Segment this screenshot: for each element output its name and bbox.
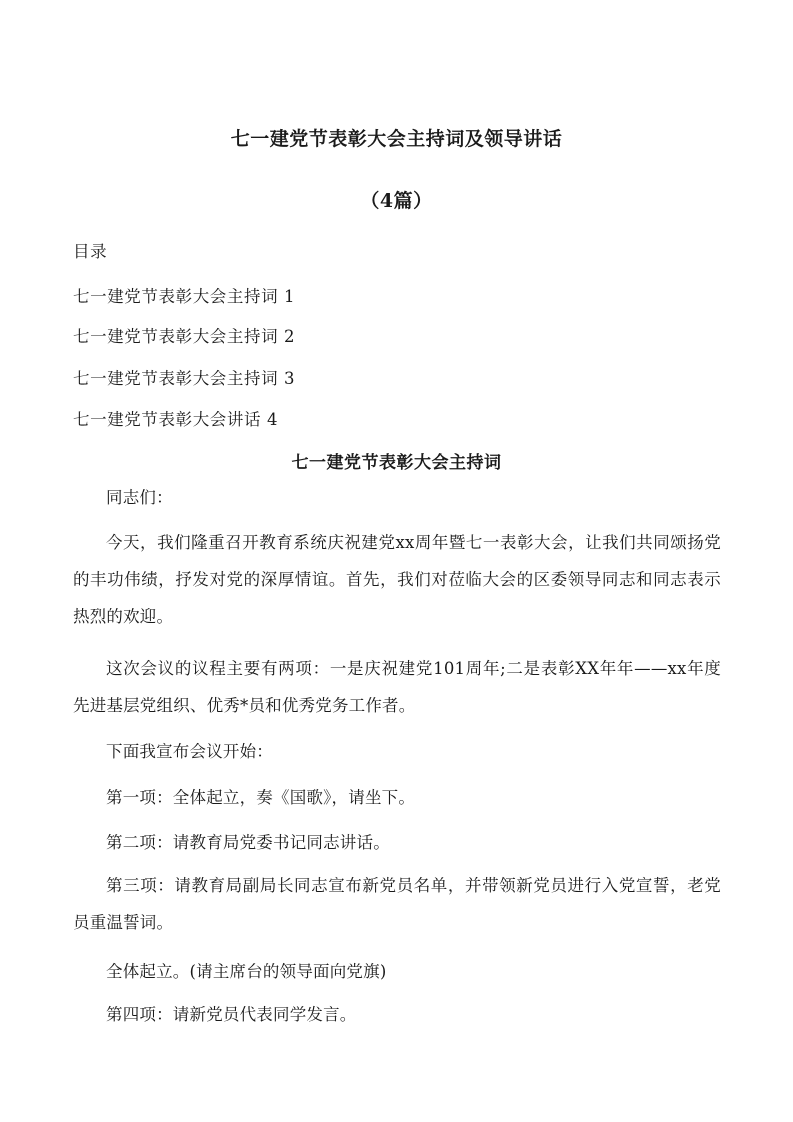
paragraph: 下面我宣布会议开始： bbox=[106, 742, 273, 761]
paragraph: 第二项：请教育局党委书记同志讲话。 bbox=[106, 833, 390, 852]
toc-item: 七一建党节表彰大会主持词 1 bbox=[73, 287, 296, 306]
paragraph: 第三项：请教育局副局长同志宣布新党员名单，并带领新党员进行入党宣誓，老党员重温誓词。 bbox=[73, 876, 721, 932]
toc-label: 目录 bbox=[73, 242, 108, 261]
document-title: 七一建党节表彰大会主持词及领导讲话 bbox=[230, 128, 563, 150]
toc-item: 七一建党节表彰大会主持词 2 bbox=[73, 327, 296, 346]
paragraph: 同志们： bbox=[106, 488, 173, 507]
paragraph: 第一项：全体起立，奏《国歌》，请坐下。 bbox=[106, 788, 416, 807]
toc-item: 七一建党节表彰大会讲话 4 bbox=[73, 410, 279, 429]
paragraph: 这次会议的议程主要有两项：一是庆祝建党101周年;二是表彰XX年年——xx年度先进基层党组织、优秀*员和优秀党务工作者。 bbox=[73, 659, 721, 715]
paragraph: 全体起立。(请主席台的领导面向党旗) bbox=[106, 962, 387, 981]
section-title: 七一建党节表彰大会主持词 bbox=[291, 453, 502, 473]
document-subtitle: （4篇） bbox=[360, 190, 433, 212]
toc-item: 七一建党节表彰大会主持词 3 bbox=[73, 369, 296, 388]
paragraph: 第四项：请新党员代表同学发言。 bbox=[106, 1005, 357, 1024]
paragraph: 今天，我们隆重召开教育系统庆祝建党xx周年暨七一表彰大会，让我们共同颂扬党的丰功伟绩，抒发对党的深厚情谊。首先，我们对莅临大会的区委领导同志和同志表示热烈的欢迎。 bbox=[73, 533, 721, 626]
